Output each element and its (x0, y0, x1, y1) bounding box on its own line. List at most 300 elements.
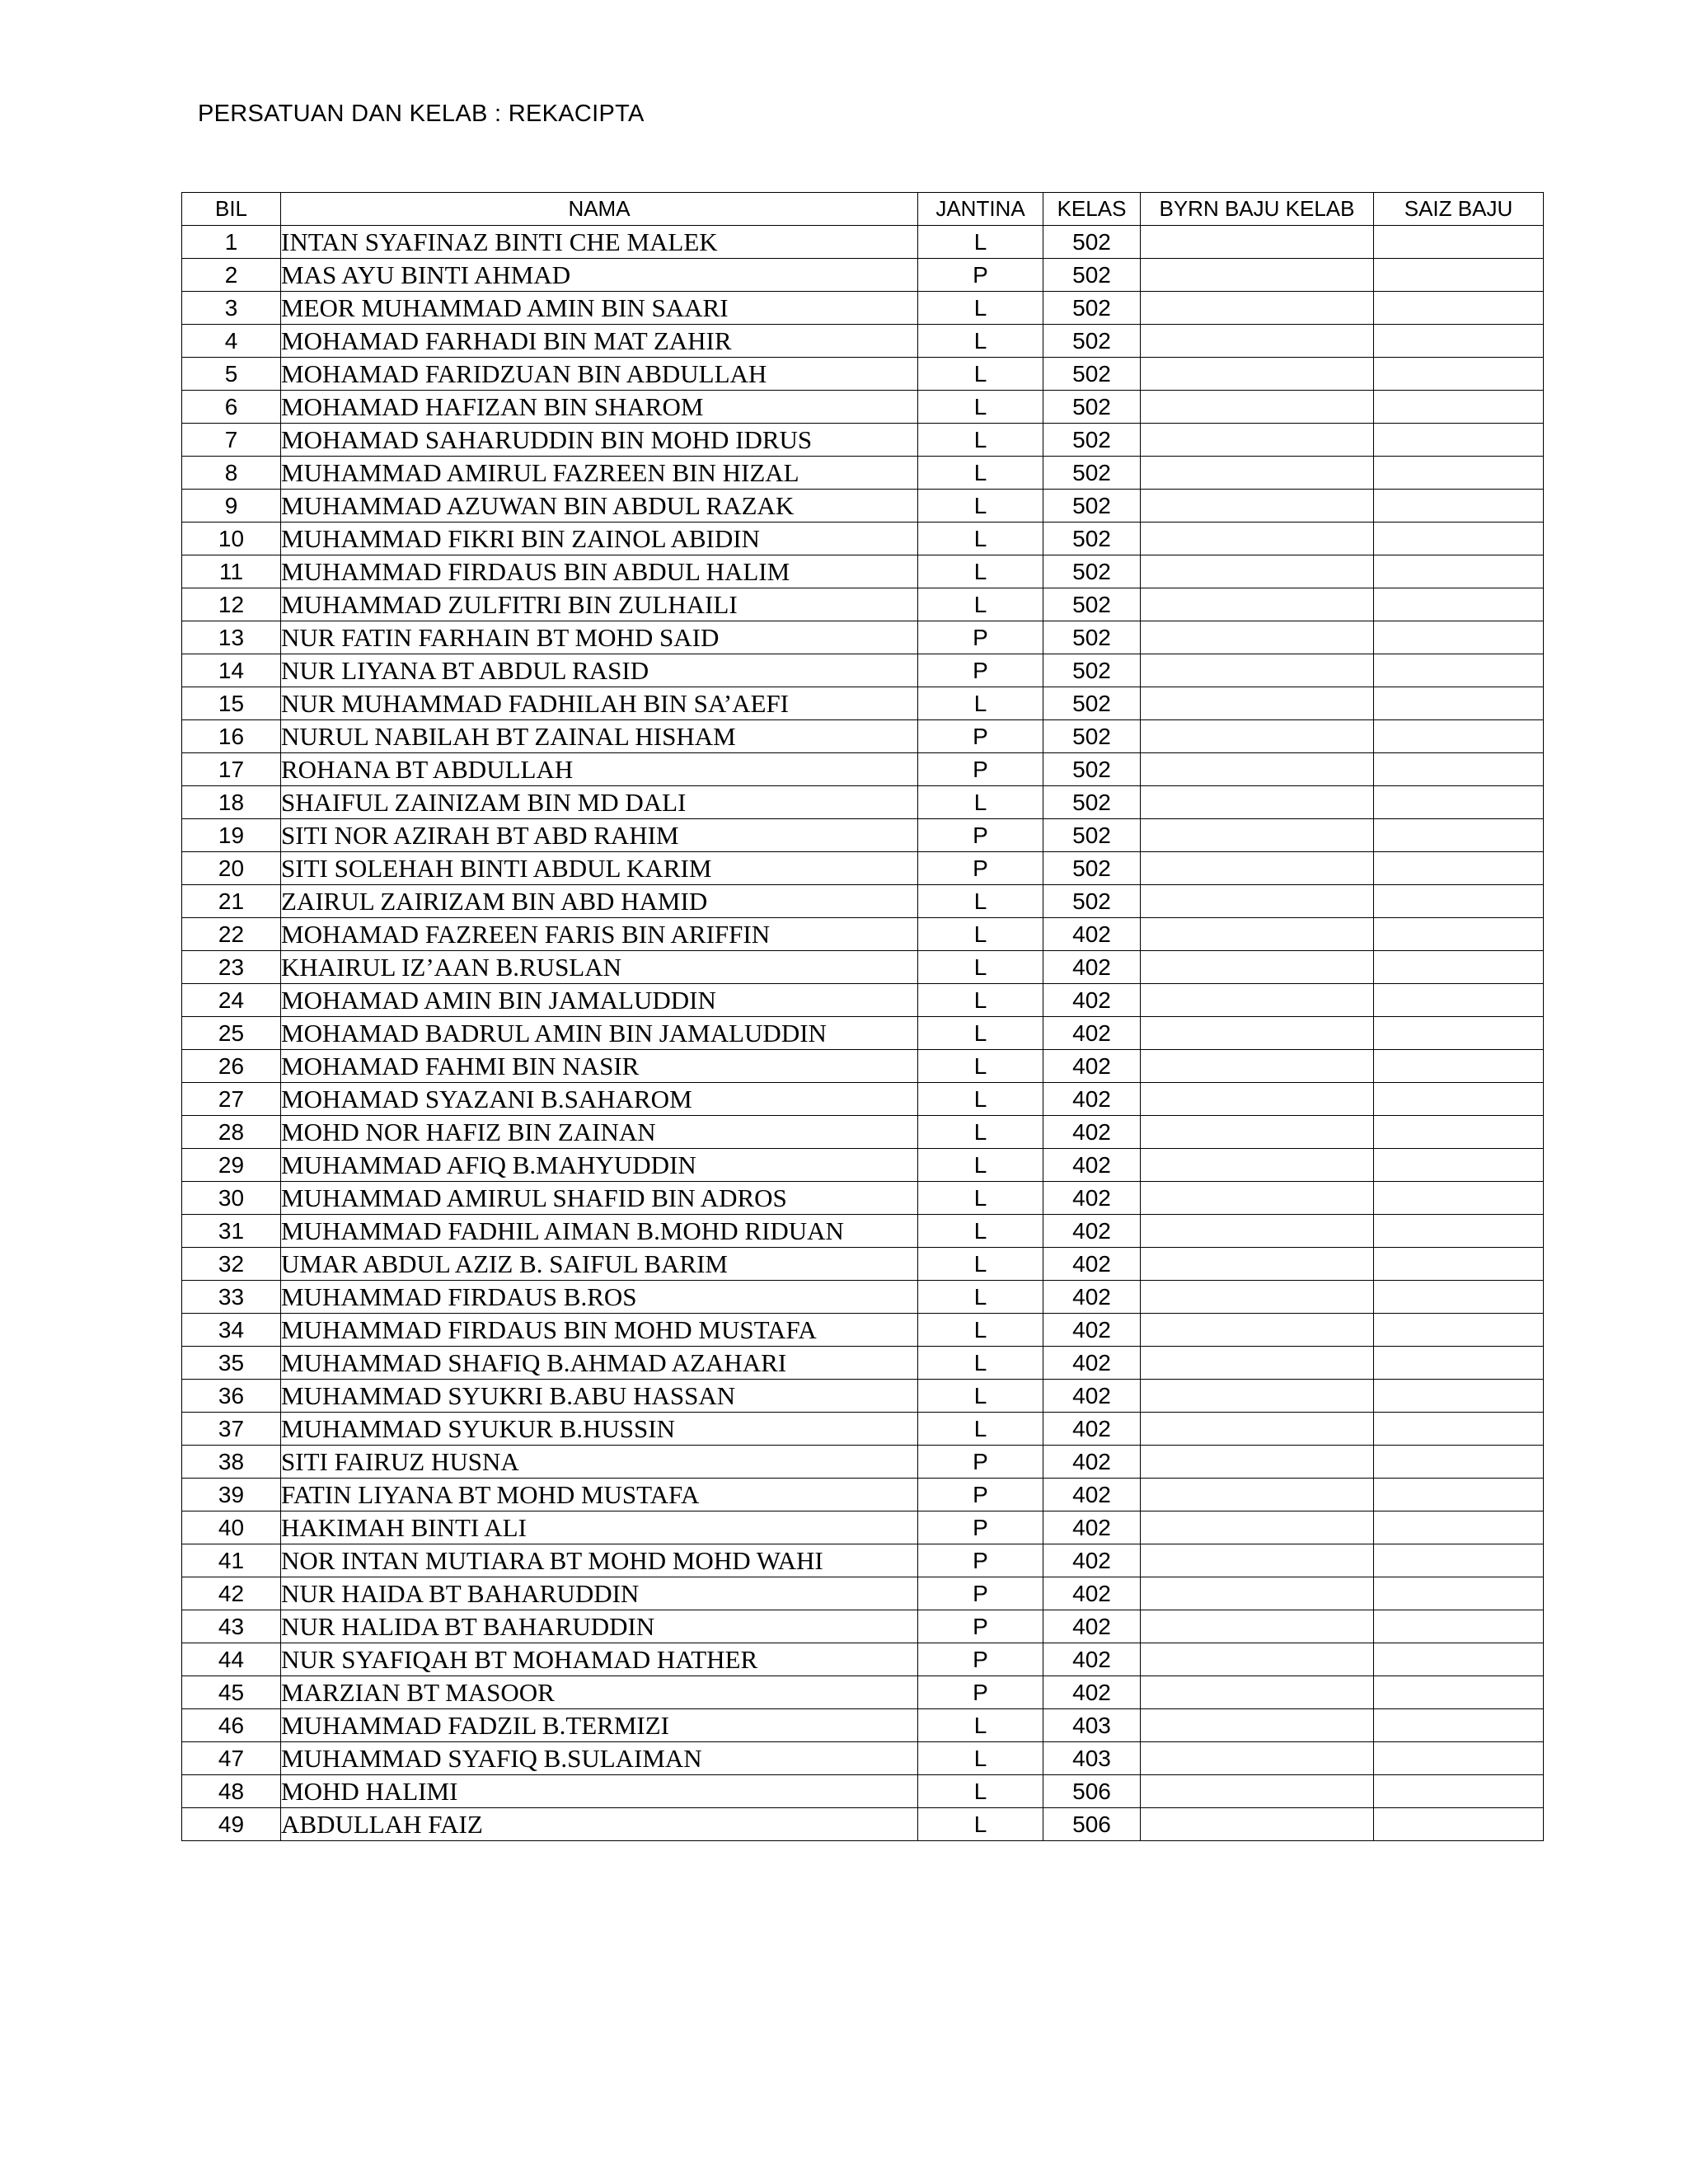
cell-nama: NUR HAIDA BT BAHARUDDIN (281, 1577, 918, 1610)
cell-nama: NUR LIYANA BT ABDUL RASID (281, 654, 918, 687)
table-row (182, 1116, 1544, 1149)
cell-nama: ABDULLAH FAIZ (281, 1808, 918, 1841)
cell-bayaran-baju (1141, 1577, 1374, 1610)
cell-saiz-baju (1374, 1511, 1544, 1544)
cell-saiz-baju (1374, 1577, 1544, 1610)
cell-saiz-baju (1374, 259, 1544, 292)
cell-bil: 22 (182, 918, 281, 951)
cell-nama: NUR MUHAMMAD FADHILAH BIN SA’AEFI (281, 687, 918, 720)
cell-kelas: 502 (1043, 226, 1141, 259)
cell-bayaran-baju (1141, 1808, 1374, 1841)
cell-bil: 4 (182, 325, 281, 358)
cell-bil: 28 (182, 1116, 281, 1149)
cell-nama: MUHAMMAD FIRDAUS BIN ABDUL HALIM (281, 555, 918, 588)
cell-kelas: 502 (1043, 819, 1141, 852)
cell-bil: 37 (182, 1413, 281, 1446)
cell-nama: MOHAMAD BADRUL AMIN BIN JAMALUDDIN (281, 1017, 918, 1050)
cell-kelas: 402 (1043, 1544, 1141, 1577)
cell-bil: 16 (182, 720, 281, 753)
cell-nama: MOHAMAD AMIN BIN JAMALUDDIN (281, 984, 918, 1017)
cell-jantina: L (918, 325, 1043, 358)
cell-bil: 10 (182, 523, 281, 555)
cell-jantina: L (918, 1083, 1043, 1116)
cell-bayaran-baju (1141, 984, 1374, 1017)
table-row (182, 523, 1544, 555)
cell-saiz-baju (1374, 523, 1544, 555)
header-row (182, 193, 1544, 226)
table-row (182, 1281, 1544, 1314)
cell-nama: HAKIMAH BINTI ALI (281, 1511, 918, 1544)
cell-jantina: P (918, 819, 1043, 852)
cell-kelas: 402 (1043, 1643, 1141, 1676)
table-row (182, 1709, 1544, 1742)
cell-bil: 5 (182, 358, 281, 391)
cell-nama: SITI SOLEHAH BINTI ABDUL KARIM (281, 852, 918, 885)
cell-bil: 23 (182, 951, 281, 984)
cell-bil: 1 (182, 226, 281, 259)
cell-nama: MUHAMMAD AMIRUL FAZREEN BIN HIZAL (281, 457, 918, 490)
cell-saiz-baju (1374, 1215, 1544, 1248)
cell-bil: 46 (182, 1709, 281, 1742)
cell-saiz-baju (1374, 819, 1544, 852)
cell-bil: 47 (182, 1742, 281, 1775)
cell-kelas: 502 (1043, 259, 1141, 292)
table-row (182, 588, 1544, 621)
cell-bil: 24 (182, 984, 281, 1017)
cell-saiz-baju (1374, 1610, 1544, 1643)
cell-bayaran-baju (1141, 457, 1374, 490)
cell-bil: 13 (182, 621, 281, 654)
cell-bayaran-baju (1141, 1544, 1374, 1577)
cell-jantina: L (918, 1380, 1043, 1413)
cell-jantina: L (918, 523, 1043, 555)
table-row (182, 1446, 1544, 1479)
cell-kelas: 402 (1043, 1413, 1141, 1446)
cell-bayaran-baju (1141, 1017, 1374, 1050)
cell-jantina: P (918, 753, 1043, 786)
cell-saiz-baju (1374, 588, 1544, 621)
cell-nama: MOHAMAD HAFIZAN BIN SHAROM (281, 391, 918, 424)
cell-bil: 39 (182, 1479, 281, 1511)
cell-kelas: 502 (1043, 391, 1141, 424)
table-row (182, 358, 1544, 391)
table-row (182, 259, 1544, 292)
cell-nama: MUHAMMAD AZUWAN BIN ABDUL RAZAK (281, 490, 918, 523)
cell-jantina: L (918, 1281, 1043, 1314)
cell-bil: 17 (182, 753, 281, 786)
cell-bil: 41 (182, 1544, 281, 1577)
cell-bil: 25 (182, 1017, 281, 1050)
cell-kelas: 402 (1043, 918, 1141, 951)
cell-bil: 3 (182, 292, 281, 325)
cell-bayaran-baju (1141, 1083, 1374, 1116)
cell-saiz-baju (1374, 1017, 1544, 1050)
cell-nama: MUHAMMAD FADHIL AIMAN B.MOHD RIDUAN (281, 1215, 918, 1248)
cell-jantina: P (918, 259, 1043, 292)
cell-saiz-baju (1374, 984, 1544, 1017)
table-row (182, 1544, 1544, 1577)
cell-jantina: P (918, 852, 1043, 885)
cell-nama: MAS AYU BINTI AHMAD (281, 259, 918, 292)
table-row (182, 1248, 1544, 1281)
cell-saiz-baju (1374, 358, 1544, 391)
cell-bayaran-baju (1141, 687, 1374, 720)
column-header-saiz-baju: SAIZ BAJU (1374, 193, 1544, 226)
cell-nama: MUHAMMAD SYUKUR B.HUSSIN (281, 1413, 918, 1446)
cell-nama: SITI FAIRUZ HUSNA (281, 1446, 918, 1479)
cell-jantina: L (918, 391, 1043, 424)
cell-kelas: 502 (1043, 555, 1141, 588)
cell-jantina: L (918, 984, 1043, 1017)
cell-nama: MEOR MUHAMMAD AMIN BIN SAARI (281, 292, 918, 325)
cell-jantina: L (918, 1808, 1043, 1841)
cell-bil: 42 (182, 1577, 281, 1610)
cell-bil: 11 (182, 555, 281, 588)
cell-jantina: L (918, 588, 1043, 621)
cell-saiz-baju (1374, 424, 1544, 457)
cell-bil: 15 (182, 687, 281, 720)
cell-nama: MUHAMMAD FIRDAUS BIN MOHD MUSTAFA (281, 1314, 918, 1347)
table-row (182, 1808, 1544, 1841)
cell-saiz-baju (1374, 1281, 1544, 1314)
cell-jantina: P (918, 1479, 1043, 1511)
cell-kelas: 402 (1043, 951, 1141, 984)
cell-kelas: 502 (1043, 687, 1141, 720)
cell-bil: 32 (182, 1248, 281, 1281)
cell-bil: 38 (182, 1446, 281, 1479)
table-row (182, 720, 1544, 753)
cell-bil: 35 (182, 1347, 281, 1380)
cell-bil: 26 (182, 1050, 281, 1083)
cell-nama: MOHAMAD SAHARUDDIN BIN MOHD IDRUS (281, 424, 918, 457)
cell-saiz-baju (1374, 1544, 1544, 1577)
cell-saiz-baju (1374, 720, 1544, 753)
cell-bil: 33 (182, 1281, 281, 1314)
cell-nama: MUHAMMAD AMIRUL SHAFID BIN ADROS (281, 1182, 918, 1215)
cell-jantina: L (918, 918, 1043, 951)
cell-saiz-baju (1374, 1413, 1544, 1446)
cell-nama: MOHAMAD FAZREEN FARIS BIN ARIFFIN (281, 918, 918, 951)
cell-bayaran-baju (1141, 1479, 1374, 1511)
cell-jantina: P (918, 1511, 1043, 1544)
cell-bayaran-baju (1141, 786, 1374, 819)
member-table (181, 192, 1544, 1841)
cell-nama: MUHAMMAD FIKRI BIN ZAINOL ABIDIN (281, 523, 918, 555)
cell-kelas: 402 (1043, 1248, 1141, 1281)
cell-bil: 20 (182, 852, 281, 885)
cell-nama: MUHAMMAD FADZIL B.TERMIZI (281, 1709, 918, 1742)
cell-bayaran-baju (1141, 819, 1374, 852)
column-header-kelas: KELAS (1043, 193, 1141, 226)
cell-jantina: L (918, 457, 1043, 490)
cell-saiz-baju (1374, 555, 1544, 588)
cell-bayaran-baju (1141, 555, 1374, 588)
cell-kelas: 506 (1043, 1775, 1141, 1808)
cell-bayaran-baju (1141, 1742, 1374, 1775)
cell-saiz-baju (1374, 1083, 1544, 1116)
cell-kelas: 402 (1043, 1380, 1141, 1413)
cell-nama: MUHAMMAD SYUKRI B.ABU HASSAN (281, 1380, 918, 1413)
cell-jantina: L (918, 1413, 1043, 1446)
cell-nama: MUHAMMAD FIRDAUS B.ROS (281, 1281, 918, 1314)
cell-saiz-baju (1374, 1775, 1544, 1808)
cell-kelas: 402 (1043, 1577, 1141, 1610)
cell-saiz-baju (1374, 457, 1544, 490)
cell-bayaran-baju (1141, 1709, 1374, 1742)
table-row (182, 1676, 1544, 1709)
cell-jantina: P (918, 621, 1043, 654)
cell-kelas: 502 (1043, 753, 1141, 786)
cell-jantina: L (918, 687, 1043, 720)
cell-kelas: 502 (1043, 852, 1141, 885)
cell-jantina: L (918, 226, 1043, 259)
table-row (182, 1479, 1544, 1511)
column-header-nama: NAMA (281, 193, 918, 226)
cell-saiz-baju (1374, 885, 1544, 918)
cell-bil: 9 (182, 490, 281, 523)
cell-nama: NUR SYAFIQAH BT MOHAMAD HATHER (281, 1643, 918, 1676)
cell-saiz-baju (1374, 292, 1544, 325)
cell-jantina: L (918, 951, 1043, 984)
cell-nama: MARZIAN BT MASOOR (281, 1676, 918, 1709)
cell-nama: MUHAMMAD AFIQ B.MAHYUDDIN (281, 1149, 918, 1182)
table-row (182, 226, 1544, 259)
cell-bayaran-baju (1141, 753, 1374, 786)
cell-saiz-baju (1374, 1050, 1544, 1083)
cell-saiz-baju (1374, 1182, 1544, 1215)
table-row (182, 786, 1544, 819)
cell-kelas: 403 (1043, 1742, 1141, 1775)
cell-saiz-baju (1374, 852, 1544, 885)
cell-kelas: 502 (1043, 621, 1141, 654)
table-body (182, 226, 1544, 1841)
cell-kelas: 502 (1043, 720, 1141, 753)
cell-bayaran-baju (1141, 325, 1374, 358)
cell-jantina: P (918, 654, 1043, 687)
table-row (182, 852, 1544, 885)
cell-nama: NUR FATIN FARHAIN BT MOHD SAID (281, 621, 918, 654)
cell-bayaran-baju (1141, 1248, 1374, 1281)
cell-saiz-baju (1374, 1248, 1544, 1281)
cell-nama: UMAR ABDUL AZIZ B. SAIFUL BARIM (281, 1248, 918, 1281)
cell-saiz-baju (1374, 1808, 1544, 1841)
table-row (182, 1577, 1544, 1610)
cell-bayaran-baju (1141, 1215, 1374, 1248)
table-row (182, 1511, 1544, 1544)
table-row (182, 325, 1544, 358)
table-row (182, 621, 1544, 654)
cell-bayaran-baju (1141, 1116, 1374, 1149)
cell-saiz-baju (1374, 391, 1544, 424)
cell-kelas: 402 (1043, 1116, 1141, 1149)
cell-bil: 2 (182, 259, 281, 292)
cell-nama: NURUL NABILAH BT ZAINAL HISHAM (281, 720, 918, 753)
cell-jantina: L (918, 424, 1043, 457)
table-row (182, 918, 1544, 951)
cell-bil: 14 (182, 654, 281, 687)
cell-kelas: 502 (1043, 292, 1141, 325)
cell-jantina: P (918, 1544, 1043, 1577)
cell-bayaran-baju (1141, 1347, 1374, 1380)
cell-saiz-baju (1374, 1676, 1544, 1709)
cell-bil: 19 (182, 819, 281, 852)
cell-saiz-baju (1374, 490, 1544, 523)
cell-saiz-baju (1374, 1347, 1544, 1380)
cell-bayaran-baju (1141, 391, 1374, 424)
table-row (182, 1050, 1544, 1083)
cell-bayaran-baju (1141, 1676, 1374, 1709)
table-row (182, 885, 1544, 918)
cell-nama: KHAIRUL IZ’AAN B.RUSLAN (281, 951, 918, 984)
cell-jantina: L (918, 1116, 1043, 1149)
cell-bayaran-baju (1141, 885, 1374, 918)
cell-nama: MUHAMMAD SYAFIQ B.SULAIMAN (281, 1742, 918, 1775)
cell-kelas: 502 (1043, 424, 1141, 457)
cell-saiz-baju (1374, 654, 1544, 687)
page-title: PERSATUAN DAN KELAB : REKACIPTA (198, 101, 645, 127)
table-row (182, 457, 1544, 490)
cell-bayaran-baju (1141, 1610, 1374, 1643)
cell-saiz-baju (1374, 786, 1544, 819)
cell-saiz-baju (1374, 687, 1544, 720)
cell-saiz-baju (1374, 1479, 1544, 1511)
cell-nama: MOHAMAD FARIDZUAN BIN ABDULLAH (281, 358, 918, 391)
cell-saiz-baju (1374, 1149, 1544, 1182)
table-row (182, 984, 1544, 1017)
table-row (182, 424, 1544, 457)
cell-nama: FATIN LIYANA BT MOHD MUSTAFA (281, 1479, 918, 1511)
cell-kelas: 402 (1043, 1149, 1141, 1182)
cell-bayaran-baju (1141, 259, 1374, 292)
cell-bayaran-baju (1141, 490, 1374, 523)
table-row (182, 292, 1544, 325)
cell-jantina: L (918, 1248, 1043, 1281)
cell-bayaran-baju (1141, 1050, 1374, 1083)
table-row (182, 654, 1544, 687)
cell-kelas: 402 (1043, 1610, 1141, 1643)
cell-saiz-baju (1374, 1709, 1544, 1742)
cell-bayaran-baju (1141, 1446, 1374, 1479)
cell-kelas: 502 (1043, 588, 1141, 621)
cell-jantina: P (918, 1676, 1043, 1709)
cell-bil: 44 (182, 1643, 281, 1676)
cell-kelas: 402 (1043, 1083, 1141, 1116)
table-row (182, 1347, 1544, 1380)
column-header-bayaran-baju: BYRN BAJU KELAB (1141, 193, 1374, 226)
cell-bil: 45 (182, 1676, 281, 1709)
cell-jantina: L (918, 786, 1043, 819)
table-row (182, 1083, 1544, 1116)
cell-bil: 31 (182, 1215, 281, 1248)
cell-bil: 30 (182, 1182, 281, 1215)
cell-bayaran-baju (1141, 1511, 1374, 1544)
cell-jantina: P (918, 720, 1043, 753)
cell-kelas: 402 (1043, 1511, 1141, 1544)
table-row (182, 1182, 1544, 1215)
cell-saiz-baju (1374, 951, 1544, 984)
cell-kelas: 502 (1043, 358, 1141, 391)
table-row (182, 819, 1544, 852)
table-row (182, 1643, 1544, 1676)
table-row (182, 1149, 1544, 1182)
cell-saiz-baju (1374, 753, 1544, 786)
cell-bayaran-baju (1141, 720, 1374, 753)
table-row (182, 391, 1544, 424)
cell-jantina: L (918, 1050, 1043, 1083)
cell-nama: NOR INTAN MUTIARA BT MOHD MOHD WAHI (281, 1544, 918, 1577)
table-row (182, 1742, 1544, 1775)
cell-bayaran-baju (1141, 1281, 1374, 1314)
table-row (182, 490, 1544, 523)
table-row (182, 687, 1544, 720)
cell-saiz-baju (1374, 226, 1544, 259)
cell-bil: 6 (182, 391, 281, 424)
cell-jantina: L (918, 1709, 1043, 1742)
cell-jantina: P (918, 1577, 1043, 1610)
cell-kelas: 502 (1043, 325, 1141, 358)
cell-nama: INTAN SYAFINAZ BINTI CHE MALEK (281, 226, 918, 259)
cell-saiz-baju (1374, 1742, 1544, 1775)
table-row (182, 1314, 1544, 1347)
cell-jantina: L (918, 1182, 1043, 1215)
cell-kelas: 402 (1043, 984, 1141, 1017)
cell-nama: ZAIRUL ZAIRIZAM BIN ABD HAMID (281, 885, 918, 918)
cell-jantina: L (918, 1742, 1043, 1775)
cell-bayaran-baju (1141, 654, 1374, 687)
cell-bil: 18 (182, 786, 281, 819)
cell-bayaran-baju (1141, 1314, 1374, 1347)
cell-kelas: 402 (1043, 1017, 1141, 1050)
cell-kelas: 506 (1043, 1808, 1141, 1841)
cell-nama: NUR HALIDA BT BAHARUDDIN (281, 1610, 918, 1643)
table-row (182, 1610, 1544, 1643)
cell-nama: SHAIFUL ZAINIZAM BIN MD DALI (281, 786, 918, 819)
cell-saiz-baju (1374, 918, 1544, 951)
cell-nama: MOHD NOR HAFIZ BIN ZAINAN (281, 1116, 918, 1149)
column-header-jantina: JANTINA (918, 193, 1043, 226)
cell-jantina: L (918, 1347, 1043, 1380)
cell-bil: 21 (182, 885, 281, 918)
cell-bayaran-baju (1141, 358, 1374, 391)
cell-nama: MOHD HALIMI (281, 1775, 918, 1808)
cell-nama: ROHANA BT ABDULLAH (281, 753, 918, 786)
cell-jantina: P (918, 1643, 1043, 1676)
cell-bayaran-baju (1141, 226, 1374, 259)
cell-kelas: 402 (1043, 1479, 1141, 1511)
cell-bayaran-baju (1141, 292, 1374, 325)
table-row (182, 753, 1544, 786)
cell-nama: MUHAMMAD ZULFITRI BIN ZULHAILI (281, 588, 918, 621)
cell-bil: 48 (182, 1775, 281, 1808)
cell-bayaran-baju (1141, 1413, 1374, 1446)
cell-bayaran-baju (1141, 1182, 1374, 1215)
cell-bil: 49 (182, 1808, 281, 1841)
cell-bayaran-baju (1141, 1149, 1374, 1182)
table-row (182, 555, 1544, 588)
cell-kelas: 402 (1043, 1182, 1141, 1215)
cell-jantina: L (918, 490, 1043, 523)
cell-jantina: L (918, 292, 1043, 325)
cell-bayaran-baju (1141, 852, 1374, 885)
cell-nama: MOHAMAD SYAZANI B.SAHAROM (281, 1083, 918, 1116)
cell-bayaran-baju (1141, 523, 1374, 555)
cell-nama: MOHAMAD FAHMI BIN NASIR (281, 1050, 918, 1083)
table-row (182, 1017, 1544, 1050)
cell-bayaran-baju (1141, 1380, 1374, 1413)
cell-jantina: P (918, 1446, 1043, 1479)
cell-bil: 12 (182, 588, 281, 621)
cell-kelas: 502 (1043, 654, 1141, 687)
